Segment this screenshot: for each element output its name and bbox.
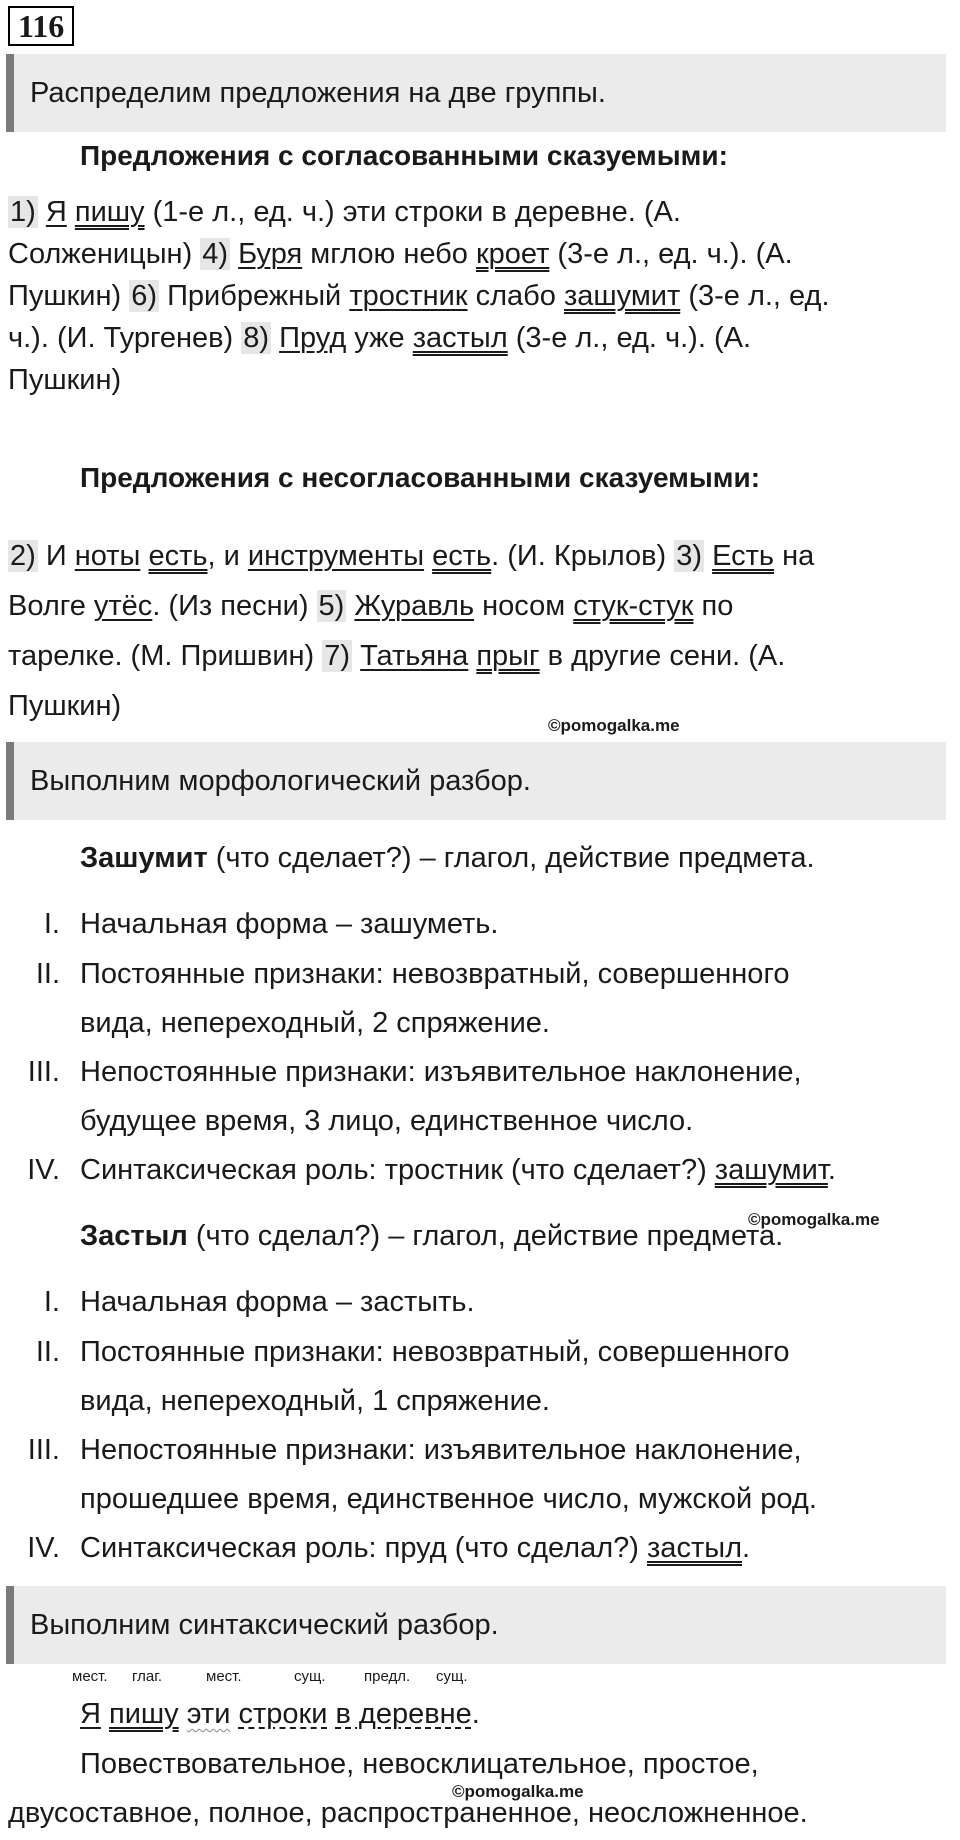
text: в другие сени. (А. bbox=[539, 640, 786, 672]
predicate: пишу bbox=[74, 196, 145, 228]
text: на bbox=[774, 540, 815, 572]
text: Синтаксическая роль: пруд (что сделал?) bbox=[80, 1532, 648, 1564]
predicate: пишу bbox=[109, 1698, 179, 1730]
text: . (Из песни) bbox=[152, 590, 317, 622]
text: . bbox=[742, 1532, 751, 1564]
item-text: вида, непереходный, 1 спряжение. bbox=[80, 1385, 550, 1417]
watermark: ©pomogalka.me bbox=[548, 716, 680, 735]
pos-label: сущ. bbox=[436, 1668, 468, 1685]
predicate: застыл bbox=[647, 1532, 742, 1564]
text: мглою небо bbox=[302, 238, 476, 270]
section-header-syntax: Выполним синтаксический разбор. bbox=[6, 1586, 946, 1664]
item-text: Начальная форма – зашуметь. bbox=[80, 908, 499, 940]
watermark: ©pomogalka.me bbox=[748, 1210, 880, 1229]
text: (1-е л., ед. ч.) эти строки в деревне. (А. bbox=[144, 196, 681, 228]
text: И bbox=[37, 540, 75, 572]
text: Синтаксическая роль: тростник (что сделает?) bbox=[80, 1154, 715, 1186]
item-text: будущее время, 3 лицо, единственное число. bbox=[80, 1105, 694, 1137]
predicate: есть bbox=[432, 540, 492, 572]
sentence-number: 8) bbox=[243, 322, 270, 354]
morph-heading-1 bbox=[80, 842, 815, 875]
predicate: есть bbox=[148, 540, 208, 572]
subject: ноты bbox=[74, 540, 141, 572]
subject: Журавль bbox=[354, 590, 475, 622]
subject: Пруд bbox=[279, 322, 347, 354]
watermark: ©pomogalka.me bbox=[452, 1782, 584, 1801]
text: Пушкин) bbox=[8, 280, 130, 312]
predicate: стук-стук bbox=[573, 590, 694, 622]
text: тарелке. (М. Пришвин) bbox=[8, 640, 323, 672]
item-number: II. bbox=[35, 958, 60, 990]
sentence-number: 4) bbox=[202, 238, 229, 270]
item-text: Непостоянные признаки: изъявительное наклонение, bbox=[80, 1056, 802, 1088]
text: . (И. Крылов) bbox=[491, 540, 675, 572]
agreed-line-5 bbox=[8, 356, 121, 405]
item-number: I. bbox=[43, 1286, 60, 1318]
sentence-number: 2) bbox=[10, 540, 36, 572]
text: . bbox=[471, 1698, 480, 1730]
text: (3-е л., ед. ч.). (А. bbox=[549, 238, 793, 270]
morph-word: Зашумит bbox=[80, 842, 208, 874]
subject: инструменты bbox=[247, 540, 425, 572]
item-text bbox=[80, 1146, 836, 1195]
item-text bbox=[80, 1524, 750, 1573]
predicate: прыг bbox=[476, 640, 540, 672]
text: . bbox=[827, 1154, 836, 1186]
item-number: IV. bbox=[27, 1154, 60, 1186]
sentence-number: 7) bbox=[324, 640, 351, 672]
subject: утёс bbox=[93, 590, 153, 622]
predicate: зашумит bbox=[563, 280, 681, 312]
predicate: кроет bbox=[475, 238, 550, 270]
text: Пушкин) bbox=[8, 690, 122, 722]
disagreed-line-4 bbox=[8, 682, 121, 731]
object: строки bbox=[238, 1698, 328, 1730]
item-text: прошедшее время, единственное число, мужской род. bbox=[80, 1483, 817, 1515]
text: Волге bbox=[8, 590, 94, 622]
text: носом bbox=[474, 590, 574, 622]
text: Пушкин) bbox=[8, 364, 122, 396]
morph-heading-2 bbox=[80, 1220, 783, 1253]
item-text: Постоянные признаки: невозвратный, совершенного bbox=[80, 1336, 790, 1368]
pos-label: предл. bbox=[364, 1668, 411, 1685]
text: (3-е л., ед. bbox=[680, 280, 830, 312]
sentence-number: 3) bbox=[676, 540, 703, 572]
agreed-heading: Предложения с согласованными сказуемыми: bbox=[80, 140, 728, 171]
text: уже bbox=[346, 322, 413, 354]
section-header-groups: Распределим предложения на две группы. bbox=[6, 54, 946, 132]
sentence-number: 1) bbox=[10, 196, 36, 228]
subject: Я bbox=[45, 196, 67, 228]
sentence-number: 5) bbox=[318, 590, 345, 622]
item-text: Постоянные признаки: невозвратный, совершенного bbox=[80, 958, 790, 990]
attribute: эти bbox=[186, 1698, 231, 1730]
text: Прибрежный bbox=[159, 280, 350, 312]
item-text: вида, непереходный, 2 спряжение. bbox=[80, 1007, 550, 1039]
text: (3-е л., ед. ч.). (А. bbox=[507, 322, 752, 354]
text: ч.). (И. Тургенев) bbox=[8, 322, 242, 354]
subject: Я bbox=[80, 1698, 101, 1730]
syntax-desc-1: Повествовательное, невосклицательное, простое, bbox=[80, 1748, 759, 1780]
subject: Буря bbox=[238, 238, 303, 270]
item-number: I. bbox=[43, 908, 60, 940]
pos-label: мест. bbox=[206, 1668, 242, 1685]
pos-label: сущ. bbox=[294, 1668, 326, 1685]
item-text: Непостоянные признаки: изъявительное наклонение, bbox=[80, 1434, 802, 1466]
morph-desc: (что сделает?) – глагол, действие предмета. bbox=[207, 842, 815, 874]
syntax-sentence bbox=[80, 1690, 480, 1739]
exercise-number: 116 bbox=[8, 6, 74, 46]
predicate: застыл bbox=[412, 322, 508, 354]
disagreed-line-3 bbox=[8, 632, 785, 681]
morph-desc: (что сделал?) – глагол, действие предмета. bbox=[187, 1220, 784, 1252]
item-number: III. bbox=[27, 1056, 60, 1088]
predicate: Есть bbox=[712, 540, 775, 572]
item-number: IV. bbox=[27, 1532, 60, 1564]
text: слабо bbox=[467, 280, 564, 312]
text: , и bbox=[207, 540, 248, 572]
section-header-morphology: Выполним морфологический разбор. bbox=[6, 742, 946, 820]
item-number: III. bbox=[27, 1434, 60, 1466]
item-number: II. bbox=[35, 1336, 60, 1368]
disagreed-line-1 bbox=[8, 532, 814, 581]
sentence-number: 6) bbox=[131, 280, 158, 312]
disagreed-line-2 bbox=[8, 582, 733, 631]
text: Солженицын) bbox=[8, 238, 201, 270]
text: по bbox=[693, 590, 734, 622]
disagreed-heading: Предложения с несогласованными сказуемыми: bbox=[80, 462, 761, 493]
syntax-desc-2: двусоставное, полное, распространенное, неосложненное. bbox=[8, 1797, 808, 1829]
pos-label: глаг. bbox=[132, 1668, 163, 1685]
adverbial: в деревне bbox=[335, 1698, 472, 1730]
subject: Татьяна bbox=[360, 640, 469, 672]
pos-label: мест. bbox=[72, 1668, 108, 1685]
subject: тростник bbox=[349, 280, 468, 312]
item-text: Начальная форма – застыть. bbox=[80, 1286, 475, 1318]
morph-word: Застыл bbox=[80, 1220, 188, 1252]
predicate: зашумит bbox=[714, 1154, 828, 1186]
